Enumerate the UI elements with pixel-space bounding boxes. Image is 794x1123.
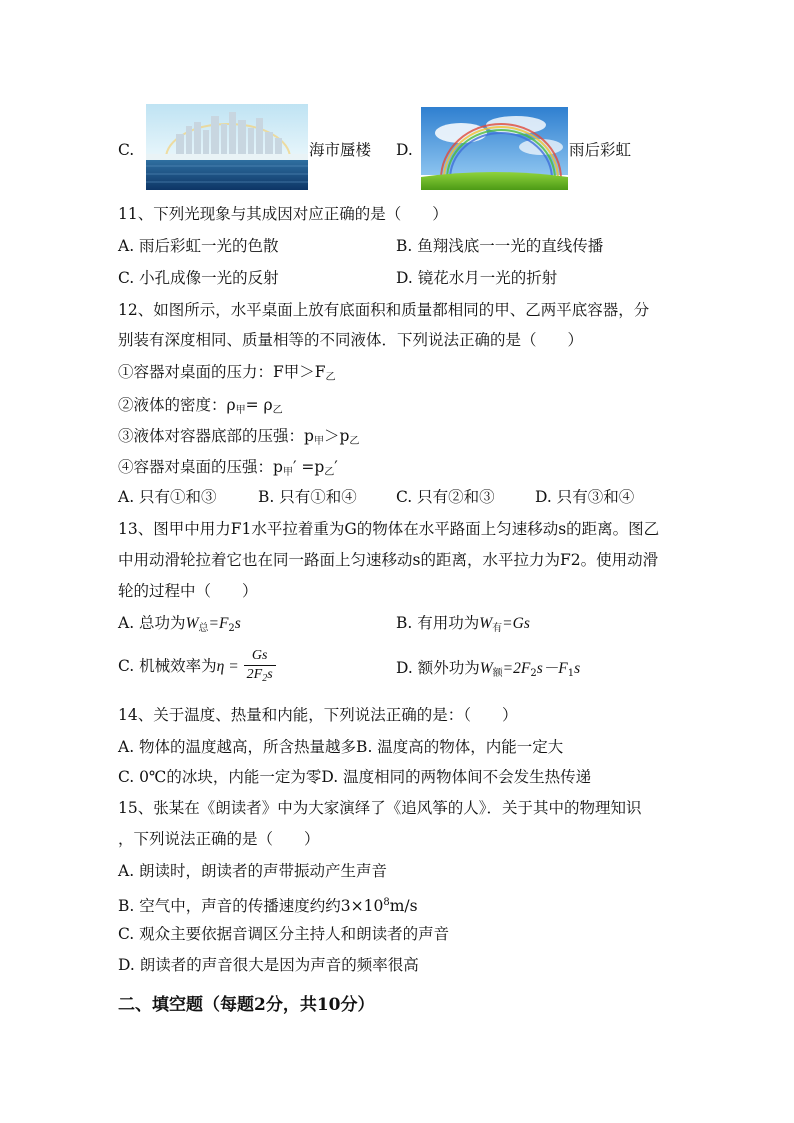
q12-stem-line1: 12、如图所示，水平桌面上放有底面积和质量都相同的甲、乙两平底容器，分 bbox=[118, 301, 650, 319]
q11-option-d: D. 镜花水月一光的折射 bbox=[396, 269, 558, 287]
q13-option-d: D. 额外功为$W_额=2F_2s-F_1s$ bbox=[396, 659, 581, 679]
q15-option-c: C. 观众主要依据音调区分主持人和朗读者的声音 bbox=[118, 925, 450, 943]
q11-option-c: C. 小孔成像一光的反射 bbox=[118, 269, 279, 287]
mirage-illustration bbox=[146, 104, 308, 190]
q12-stem-line2: 别装有深度相同、质量相等的不同液体．下列说法正确的是（ ） bbox=[118, 331, 584, 349]
q12-statement-4: ④容器对桌面的压强：$p_甲' =p_乙'$ bbox=[118, 458, 338, 478]
q13-option-a: A. 总功为$W_总=F_2s$ bbox=[118, 614, 241, 634]
mirage-image bbox=[146, 104, 308, 190]
q13-option-c: C. 机械效率为η = $\frac{Gs}{2F_2s}$ bbox=[118, 646, 276, 688]
q12-statement-1: ①容器对桌面的压力：F甲$>F_乙$ bbox=[118, 363, 336, 383]
q12-option-b: B. 只有①和④ bbox=[258, 488, 357, 506]
q11-stem: 11、下列光现象与其成因对应正确的是（ ） bbox=[118, 205, 448, 223]
q13-option-b: B. 有用功为$W_有=Gs$ bbox=[396, 614, 530, 634]
efficiency-fraction: $\frac{Gs}{2F_2s}$ bbox=[244, 647, 276, 688]
rainbow-image bbox=[421, 107, 568, 190]
q13-stem-line1: 13、图甲中用力F1水平拉着重为G的物体在水平路面上匀速移动s的距离。图乙 bbox=[118, 520, 660, 538]
q10-d-letter: D. bbox=[396, 141, 413, 159]
q14-options-line1: A. 物体的温度越高，所含热量越多B. 温度高的物体，内能一定大 bbox=[118, 738, 564, 756]
q11-option-b: B. 鱼翔浅底一一光的直线传播 bbox=[396, 237, 604, 255]
q15-option-b: B. 空气中，声音的传播速度约约$3\times 10^8m/s$ bbox=[118, 897, 418, 916]
q10-c-letter: C. bbox=[118, 141, 135, 159]
q15-option-d: D. 朗读者的声音很大是因为声音的频率很高 bbox=[118, 956, 419, 974]
q15-option-a: A. 朗读时，朗读者的声带振动产生声音 bbox=[118, 862, 388, 880]
q13-stem-line2: 中用动滑轮拉着它也在同一路面上匀速移动s的距离，水平拉力为F2。使用动滑 bbox=[118, 551, 659, 569]
q12-option-d: D. 只有③和④ bbox=[535, 488, 635, 506]
q10-d-label: 雨后彩虹 bbox=[569, 141, 632, 159]
q11-option-a: A. 雨后彩虹一光的色散 bbox=[118, 237, 279, 255]
q15-stem-line1: 15、张某在《朗读者》中为大家演绎了《追风筝的人》．关于其中的物理知识 bbox=[118, 799, 642, 817]
q10-c-label: 海市蜃楼 bbox=[309, 141, 372, 159]
q12-option-a: A. 只有①和③ bbox=[118, 488, 217, 506]
section-heading-fill-in: 二、填空题（每题2分，共10分） bbox=[118, 995, 375, 1015]
q12-option-c: C. 只有②和③ bbox=[396, 488, 495, 506]
q14-options-line2: C. 0℃的冰块，内能一定为零D. 温度相同的两物体间不会发生热传递 bbox=[118, 768, 592, 786]
rainbow-illustration bbox=[421, 107, 568, 190]
q13-stem-line3: 轮的过程中（ ） bbox=[118, 582, 258, 600]
q14-stem: 14、关于温度、热量和内能，下列说法正确的是：（ ） bbox=[118, 706, 518, 724]
q12-statement-2: ②液体的密度：$\rho_甲= \rho_乙$ bbox=[118, 396, 283, 416]
q12-statement-3: ③液体对容器底部的压强：$p_甲>p_乙$ bbox=[118, 427, 360, 447]
q15-stem-line2: ，下列说法正确的是（ ） bbox=[118, 830, 320, 848]
